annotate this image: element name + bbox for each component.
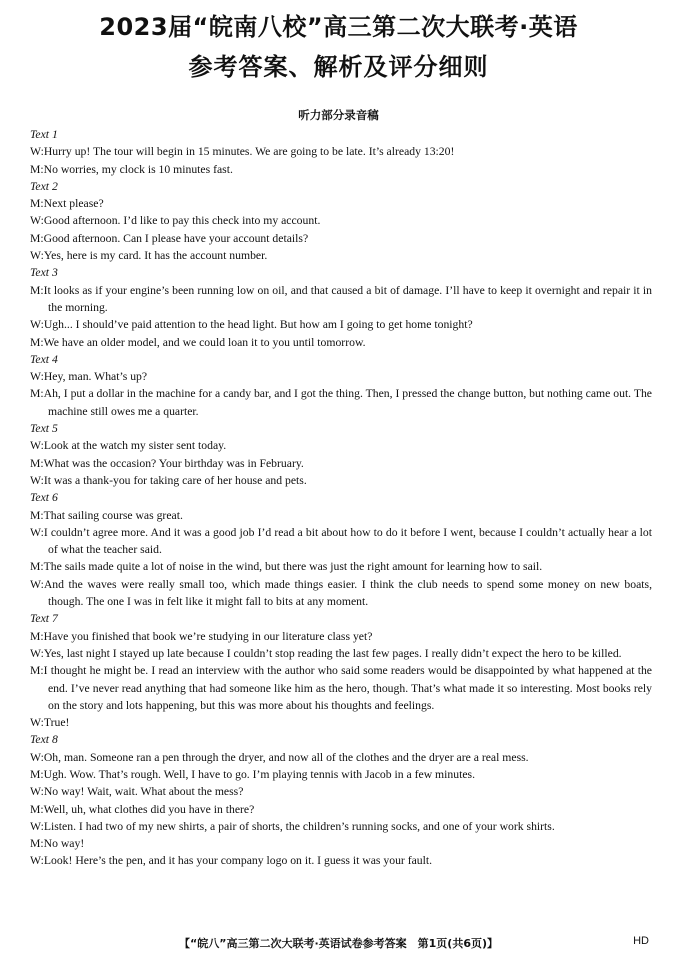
text-label: Text 4	[30, 352, 58, 366]
speaker-label: M:	[30, 197, 44, 211]
dialogue-line	[30, 766, 652, 783]
speaker-label: W:	[30, 646, 44, 660]
speaker-label: W:	[30, 473, 44, 487]
dialogue-line	[30, 247, 652, 264]
dialogue-line	[30, 368, 652, 385]
page-footer	[0, 935, 677, 953]
dialogue-line	[30, 714, 652, 731]
dialogue-line	[30, 835, 652, 852]
speaker-label: M:	[30, 767, 44, 781]
dialogue-text: Good afternoon. Can I please have your account details?	[43, 231, 309, 245]
text-label: Text 8	[30, 733, 58, 747]
speaker-label: M:	[30, 231, 44, 245]
dialogue-text: It looks as if your engine’s been running low on oil, and that caused a bit of damage. I’ll have to keep it overnight and repair it in the morning.	[43, 283, 652, 314]
text-label: Text 3	[30, 266, 58, 280]
dialogue-text: Well, uh, what clothes did you have in there?	[43, 802, 255, 816]
dialogue-line	[30, 143, 652, 160]
dialogue-text: Hurry up! The tour will begin in 15 minutes. We are going to be late. It’s already 13:20!	[43, 145, 455, 159]
document-title: 2023届“皖南八校”高三第二次大联考·英语	[99, 13, 578, 41]
speaker-label: M:	[30, 837, 44, 851]
dialogue-line	[30, 749, 652, 766]
text-label: Text 5	[30, 422, 58, 436]
dialogue-text: Look! Here’s the pen, and it has your company logo on it. I guess it was your fault.	[43, 854, 433, 868]
speaker-label: M:	[30, 664, 44, 678]
dialogue-line	[30, 628, 652, 645]
dialogue-text: Ah, I put a dollar in the machine for a candy bar, and I got the thing. Then, I pressed the change button, but nothing came out. The machine still owes me a quarter.	[43, 387, 652, 418]
dialogue-line	[30, 662, 652, 714]
speaker-label: W:	[30, 525, 44, 539]
dialogue-text: True!	[43, 716, 70, 730]
speaker-label: M:	[30, 629, 44, 643]
speaker-label: W:	[30, 577, 44, 591]
dialogue-line	[30, 437, 652, 454]
dialogue-text: No way!	[43, 837, 85, 851]
dialogue-text: I thought he might be. I read an interview with the author who said some readers would be disappointed by what happened at the end. I’ve never read anything that had someone like him as the hero, though. That’s what made it so interesting. Most books rely on the story and lots happening, but this was more about his thoughts and feelings.	[43, 664, 652, 712]
dialogue-text: Good afternoon. I’d like to pay this check into my account.	[43, 214, 321, 228]
speaker-label: M:	[30, 456, 44, 470]
speaker-label: W:	[30, 854, 44, 868]
dialogue-text: Look at the watch my sister sent today.	[43, 439, 227, 453]
speaker-label: M:	[30, 283, 44, 297]
speaker-label: W:	[30, 214, 44, 228]
speaker-label: M:	[30, 162, 44, 176]
dialogue-text: Oh, man. Someone ran a pen through the dryer, and now all of the clothes and the dryer are a real mess.	[43, 750, 529, 764]
speaker-label: W:	[30, 318, 44, 332]
dialogue-line	[30, 282, 652, 317]
dialogue-text: The sails made quite a lot of noise in the wind, but there was just the right amount for learning how to sail.	[43, 560, 543, 574]
footer-page-info: 【“皖八”高三第二次大联考·英语试卷参考答案 第1页(共6页)】	[179, 937, 498, 950]
speaker-label: M:	[30, 560, 44, 574]
speaker-label: W:	[30, 785, 44, 799]
dialogue-line	[30, 576, 652, 611]
transcript-body	[30, 126, 652, 870]
dialogue-line	[30, 645, 652, 662]
dialogue-text: Hey, man. What’s up?	[43, 370, 148, 384]
text-label: Text 1	[30, 128, 58, 141]
footer-code: HD	[633, 935, 649, 947]
speaker-label: W:	[30, 750, 44, 764]
dialogue-line	[30, 507, 652, 524]
speaker-label: W:	[30, 439, 44, 453]
dialogue-line	[30, 334, 652, 351]
dialogue-line	[30, 161, 652, 178]
dialogue-line	[30, 818, 652, 835]
dialogue-line	[30, 195, 652, 212]
dialogue-text: Have you finished that book we’re studying in our literature class yet?	[43, 629, 373, 643]
speaker-label: W:	[30, 145, 44, 159]
dialogue-text: No way! Wait, wait. What about the mess?	[43, 785, 244, 799]
dialogue-text: I couldn’t agree more. And it was a good job I’d read a bit about how to do it before I went, because I couldn’t actually hear a lot of what the teacher said.	[43, 525, 652, 557]
dialogue-text: It was a thank-you for taking care of her house and pets.	[43, 473, 307, 487]
dialogue-text: Ugh. Wow. That’s rough. Well, I have to go. I’m playing tennis with Jacob in a few minutes.	[43, 767, 475, 781]
speaker-label: M:	[30, 508, 44, 522]
speaker-label: M:	[30, 387, 44, 401]
text-label: Text 7	[30, 612, 58, 626]
speaker-label: W:	[30, 716, 44, 730]
dialogue-line	[30, 385, 652, 420]
dialogue-line	[30, 316, 652, 333]
dialogue-line	[30, 852, 652, 869]
dialogue-text: What was the occasion? Your birthday was in February.	[43, 456, 304, 470]
dialogue-line	[30, 801, 652, 818]
speaker-label: W:	[30, 370, 44, 384]
dialogue-text: Yes, last night I stayed up late because I couldn’t stop reading the last few pages. I really didn’t expect the hero to be killed.	[43, 646, 622, 660]
speaker-label: W:	[30, 249, 44, 263]
dialogue-text: Yes, here is my card. It has the account number.	[43, 249, 268, 263]
text-label: Text 2	[30, 179, 58, 193]
dialogue-text: Ugh... I should’ve paid attention to the head light. But how am I going to get home tonight?	[43, 318, 473, 332]
speaker-label: M:	[30, 335, 44, 349]
dialogue-text: Next please?	[43, 197, 104, 211]
dialogue-line	[30, 230, 652, 247]
dialogue-text: And the waves were really small too, which made things easier. I think the club needs to spend some money on new boats, though. The one I was in felt like it might fall to bits at any moment.	[43, 577, 652, 609]
dialogue-line	[30, 455, 652, 472]
dialogue-line	[30, 783, 652, 800]
section-title: 听力部分录音稿	[298, 108, 379, 122]
speaker-label: W:	[30, 819, 44, 833]
dialogue-line	[30, 212, 652, 229]
document-subtitle: 参考答案、解析及评分细则	[188, 53, 489, 81]
dialogue-text: No worries, my clock is 10 minutes fast.	[43, 162, 233, 176]
dialogue-line	[30, 524, 652, 559]
dialogue-line	[30, 472, 652, 489]
text-label: Text 6	[30, 491, 58, 505]
dialogue-text: We have an older model, and we could loan it to you until tomorrow.	[43, 335, 366, 349]
dialogue-line	[30, 558, 652, 575]
dialogue-text: Listen. I had two of my new shirts, a pair of shorts, the children’s running socks, and one of your work shirts.	[43, 819, 555, 833]
speaker-label: M:	[30, 802, 44, 816]
dialogue-text: That sailing course was great.	[43, 508, 183, 522]
